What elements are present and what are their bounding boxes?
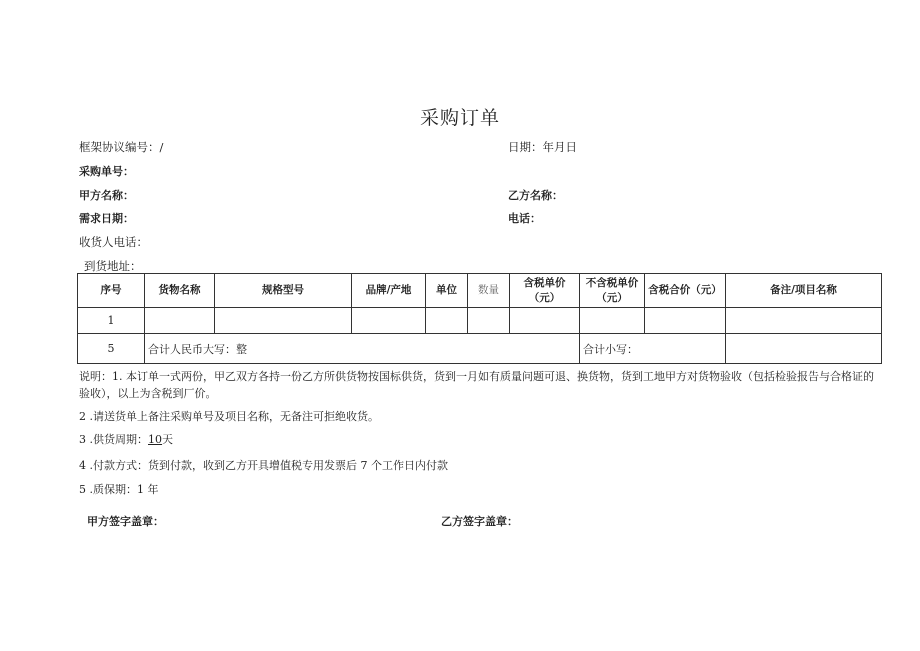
po-number-label: 采购单号： (79, 165, 134, 178)
col-index: 序号 (78, 274, 145, 308)
cell (145, 308, 215, 334)
receiver-phone-label: 收货人电话： (79, 235, 148, 249)
note-3 (79, 431, 173, 448)
order-table (77, 273, 882, 364)
framework-no: 框架协议编号：/ (79, 140, 164, 154)
note-3-value: 10 (148, 433, 162, 446)
phone-label: 电话： (508, 212, 541, 225)
page-title: 采购订单 (419, 107, 500, 129)
cell (510, 308, 580, 334)
col-goods-name: 货物名称 (145, 274, 215, 308)
table-header-row (78, 274, 882, 308)
note-2: 2 .请送货单上备注采购单号及项目名称，无备注可拒绝收货。 (79, 410, 379, 423)
col-total-tax: 含税合价（元） (645, 274, 726, 308)
party-b-label: 乙方名称： (508, 189, 563, 202)
cell (580, 308, 645, 334)
col-brand: 品牌/产地 (352, 274, 426, 308)
col-unit: 单位 (426, 274, 468, 308)
total-row (78, 334, 882, 364)
cell (645, 308, 726, 334)
delivery-address-label: 到货地址： (84, 259, 142, 273)
note-4: 4 .付款方式：货到付款，收到乙方开具增值税专用发票后 7 个工作日内付款 (79, 459, 448, 472)
note-1: 说明：1. 本订单一式两份，甲乙双方各持一份乙方所供货物按国标供货，货到一月如有质量问题可退、换货物，货到工地甲方对货物验收（包括检验报告与合格证的验收），以上为含税到厂价。 (79, 370, 874, 400)
row-index: 5 (78, 334, 145, 364)
party-b-signature: 乙方签字盖章： (441, 515, 518, 528)
cell (215, 308, 352, 334)
col-unit-price-tax: 含税单价（元） (510, 274, 580, 308)
note-3-suffix: 天 (162, 433, 173, 446)
demand-date-label: 需求日期： (79, 212, 134, 225)
party-a-label: 甲方名称： (79, 189, 134, 202)
note-3-prefix: 3 .供货周期： (79, 433, 148, 446)
row-index: 1 (78, 308, 145, 334)
cell (726, 308, 882, 334)
col-unit-price-notax: 不含税单价（元） (580, 274, 645, 308)
col-remark: 备注/项目名称 (726, 274, 882, 308)
party-a-signature: 甲方签字盖章： (87, 515, 164, 528)
total-lower: 合计小写： (580, 334, 726, 364)
col-spec: 规格型号 (215, 274, 352, 308)
cell (726, 334, 882, 364)
total-upper: 合计人民币大写：整 (145, 334, 580, 364)
table-row (78, 308, 882, 334)
note-5: 5 .质保期：1 年 (79, 483, 159, 496)
cell (352, 308, 426, 334)
cell (426, 308, 468, 334)
cell (468, 308, 510, 334)
col-quantity: 数量 (468, 274, 510, 308)
order-date: 日期：年月日 (508, 140, 577, 154)
